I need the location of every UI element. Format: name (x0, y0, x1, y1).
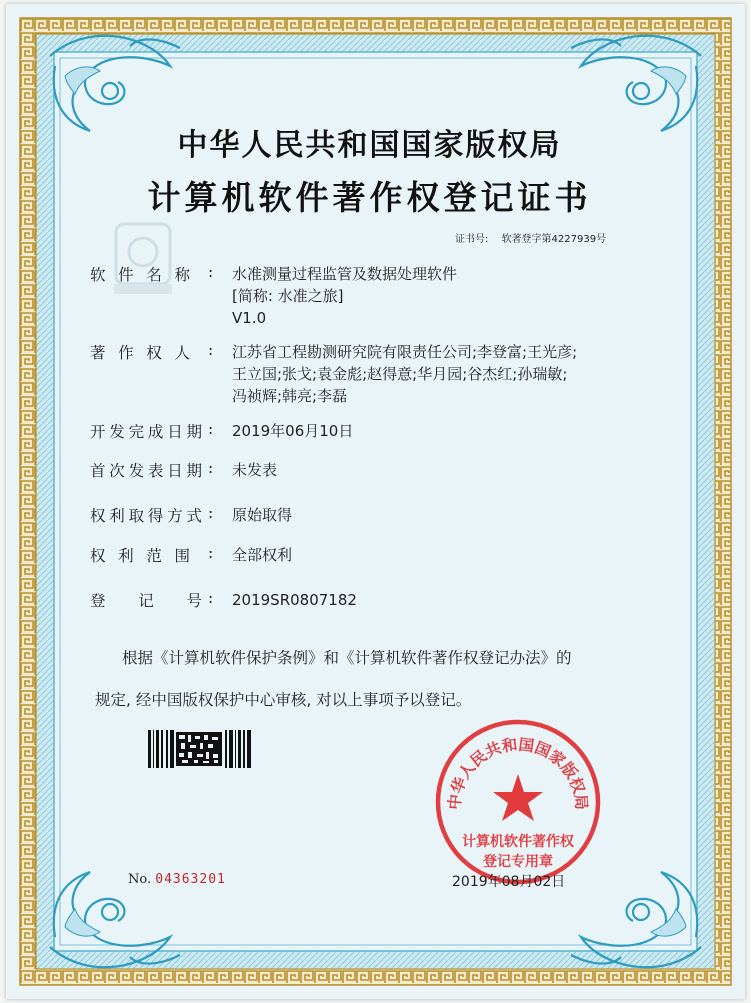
field-value: 2019年06月10日 (232, 422, 354, 440)
registration-date: 2019年08月02日 (452, 874, 566, 890)
field-value: 未发表 (232, 461, 278, 479)
official-seal-stamp (432, 716, 604, 888)
serial-number (128, 872, 226, 887)
seal-star-icon (493, 774, 543, 821)
field-label: 登记号 (90, 592, 202, 610)
seal-inner-line-1: 计算机软件著作权 (462, 834, 574, 850)
field-value: 江苏省工程勘测研究院有限责任公司;李登富;王光彦; 王立国;张戈;袁金彪;赵得意;华月园;谷杰红;孙瑞敏; 冯祯辉;韩亮;李磊 (232, 343, 578, 405)
certificate-number-label: 证书号: (455, 234, 489, 245)
certificate-title: 计算机软件著作权登记证书 (147, 178, 592, 217)
seal-inner-line-2: 登记专用章 (483, 854, 553, 870)
field-label: 权利范围 (90, 547, 190, 565)
field-value: 原始取得 (232, 506, 293, 524)
issuing-agency: 中华人民共和国国家版权局 (177, 128, 562, 163)
certificate-number-value: 软著登字第4227939号 (501, 234, 607, 245)
seal-outer-text: 中华人民共和国国家版权局 (445, 735, 591, 811)
statement-line-1: 根据《计算机软件保护条例》和《计算机软件著作权登记办法》的 (122, 649, 572, 667)
field-label: 首次发表日期 (90, 462, 202, 480)
field-value: 2019SR0807182 (232, 591, 357, 609)
serial-value: 04363201 (155, 872, 226, 887)
field-label: 开发完成日期 (90, 423, 202, 441)
field-label: 软件名称 (90, 266, 190, 284)
certificate-number (455, 230, 606, 245)
cpcc-watermark-icon (108, 218, 178, 298)
serial-prefix: No. (128, 872, 152, 887)
field-label: 著作权人 (90, 344, 190, 362)
field-value: 全部权利 (232, 546, 293, 564)
field-value: 水准测量过程监管及数据处理软件 [简称: 水准之旅] V1.0 (232, 265, 458, 327)
field-label: 权利取得方式 (90, 507, 202, 525)
statement-line-2: 规定, 经中国版权保护中心审核, 对以上事项予以登记。 (95, 691, 472, 709)
barcode-image (148, 730, 252, 768)
